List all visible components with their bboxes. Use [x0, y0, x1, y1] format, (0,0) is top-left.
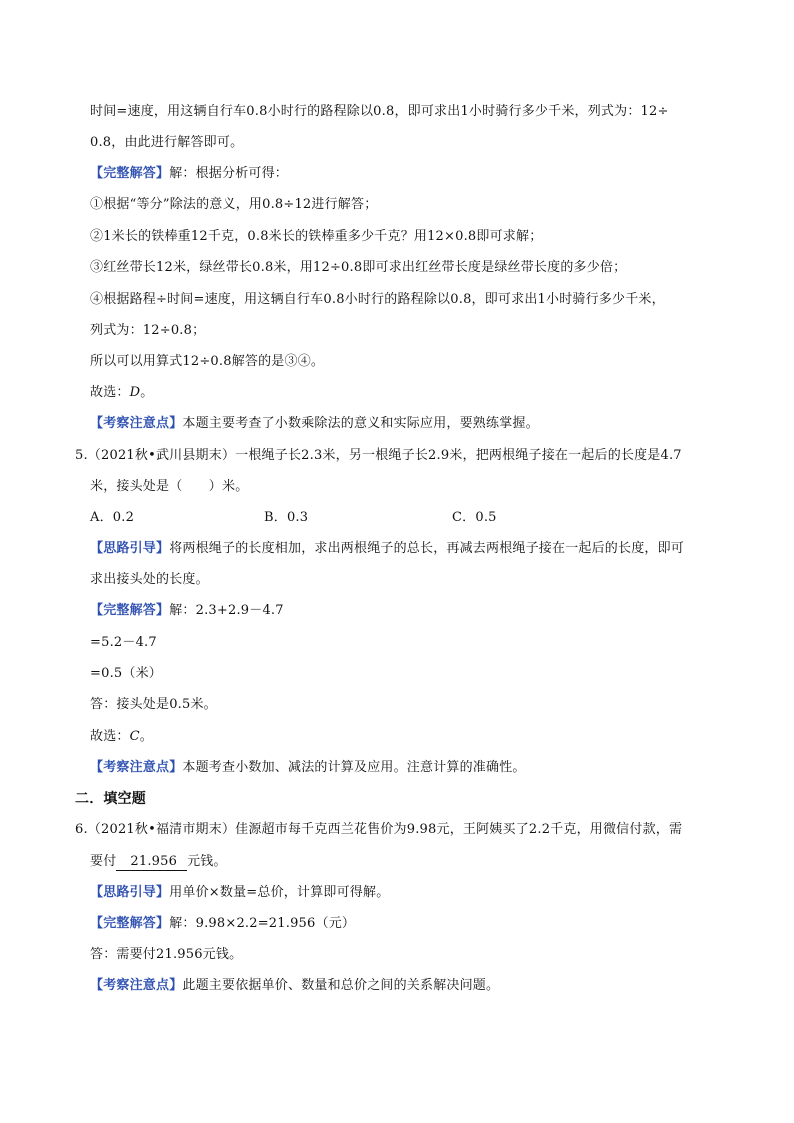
- section-title: 二．填空题: [75, 791, 146, 807]
- q5-hint-line-2: 求出接头处的长度。: [90, 572, 209, 587]
- note-tag: 【考察注意点】: [90, 760, 183, 775]
- q4-conclusion: 所以可以用算式12÷0.8解答的是③④。: [90, 354, 325, 369]
- choice-prefix: 故选：: [90, 729, 130, 744]
- solution-tag: 【完整解答】: [90, 166, 170, 181]
- choice-suffix: 。: [140, 385, 154, 400]
- solution-text: 解：9.98×2.2=21.956（元）: [169, 916, 356, 931]
- stem-prefix: 要付: [90, 854, 117, 869]
- q5-option-a: A．0.2: [90, 510, 135, 525]
- q6-solution: [90, 915, 355, 933]
- solution-intro: 解：根据分析可得：: [169, 166, 289, 181]
- q5-answer: 答：接头处是0.5米。: [90, 697, 217, 712]
- note-tag: 【考察注意点】: [90, 978, 183, 993]
- stem-suffix: 元钱。: [187, 854, 227, 869]
- q5-solution-line-1: [90, 602, 284, 620]
- q5-option-b: B．0.3: [264, 510, 309, 525]
- note-text: 此题主要依据单价、数量和总价之间的关系解决问题。: [182, 978, 500, 993]
- q4-item-4-cont: 列式为：12÷0.8；: [90, 323, 206, 338]
- q6-stem-line-1: 6.（2021秋•福清市期末）佳源超市每千克西兰花售价为9.98元，王阿姨买了2.2千克，用微信付款，需: [75, 822, 683, 837]
- q6-hint: [90, 884, 389, 902]
- q6-answer: 答：需要付21.956元钱。: [90, 947, 243, 962]
- q6-note: [90, 977, 499, 995]
- choice-prefix: 故选：: [90, 385, 130, 400]
- note-text: 本题主要考查了小数乘除法的意义和实际应用，要熟练掌握。: [182, 416, 539, 431]
- q5-note: [90, 759, 526, 777]
- choice-answer: D: [129, 385, 141, 400]
- q5-choice: [90, 728, 153, 746]
- q6-stem-line-2: [90, 853, 227, 871]
- answer-blank: 21.956: [116, 854, 187, 871]
- hint-text: 将两根绳子的长度相加，求出两根绳子的总长，再减去两根绳子接在一起后的长度，即可: [169, 541, 685, 556]
- q4-analysis-line-2: 0.8，由此进行解答即可。: [90, 135, 244, 150]
- q4-note: [90, 415, 539, 433]
- solution-text: 解：2.3+2.9－4.7: [169, 603, 284, 618]
- q4-choice: [90, 384, 153, 402]
- choice-suffix: 。: [139, 729, 153, 744]
- q5-stem-line-1: 5.（2021秋•武川县期末）一根绳子长2.3米，另一根绳子长2.9米，把两根绳子接在一起后的长度是4.7: [75, 448, 682, 463]
- q5-stem-line-2: 米，接头处是（ ）米。: [90, 479, 249, 494]
- q5-option-c: C．0.5: [452, 510, 497, 525]
- q4-analysis-line-1: 时间=速度，用这辆自行车0.8小时行的路程除以0.8，即可求出1小时骑行多少千米，列式为：12÷: [90, 104, 669, 119]
- q5-solution-line-2: =5.2－4.7: [90, 635, 157, 650]
- choice-answer: C: [129, 729, 140, 744]
- solution-tag: 【完整解答】: [90, 916, 170, 931]
- q4-item-4: ④根据路程÷时间=速度，用这辆自行车0.8小时行的路程除以0.8，即可求出1小时骑行多少千米，: [90, 292, 665, 307]
- hint-text: 用单价×数量=总价，计算即可得解。: [169, 885, 390, 900]
- hint-tag: 【思路引导】: [90, 541, 170, 556]
- q4-solution-header: [90, 165, 288, 183]
- q4-item-2: ②1米长的铁棒重12千克，0.8米长的铁棒重多少千克？用12×0.8即可求解；: [90, 229, 543, 244]
- note-tag: 【考察注意点】: [90, 416, 183, 431]
- solution-tag: 【完整解答】: [90, 603, 170, 618]
- q5-solution-line-3: =0.5（米）: [90, 666, 162, 681]
- hint-tag: 【思路引导】: [90, 885, 170, 900]
- q4-item-3: ③红丝带长12米，绿丝带长0.8米，用12÷0.8即可求出红丝带长度是绿丝带长度的多少倍；: [90, 260, 627, 275]
- q4-item-1: ①根据“等分”除法的意义，用0.8÷12进行解答；: [90, 197, 378, 212]
- note-text: 本题考查小数加、减法的计算及应用。注意计算的准确性。: [182, 760, 526, 775]
- q5-hint-line-1: [90, 540, 684, 558]
